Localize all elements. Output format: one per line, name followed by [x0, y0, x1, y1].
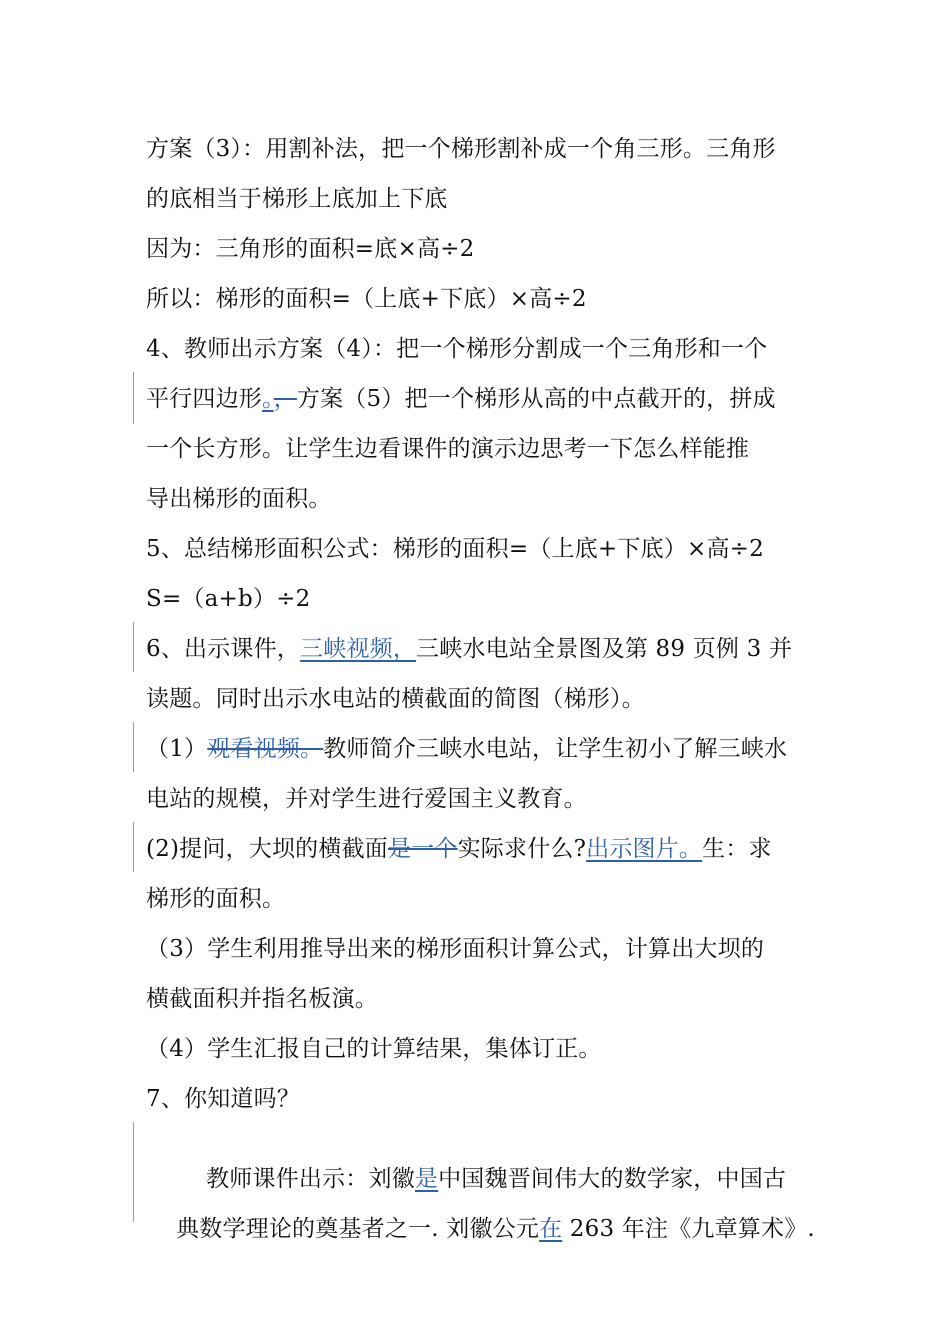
text-line: （3）学生利用推导出来的梯形面积计算公式，计算出大坝的 [146, 936, 765, 962]
text-line [146, 834, 772, 864]
text-run: 6、出示课件， [146, 636, 301, 662]
inserted-text: 是 [414, 1166, 439, 1192]
text-line: 5、总结梯形面积公式：梯形的面积=（上底+下底）×高÷2 [146, 536, 764, 562]
text-line: 方案（3）：用割补法，把一个梯形割补成一个角三形。三角形 [146, 136, 776, 162]
text-line: 一个长方形。让学生边看课件的演示边思考一下怎么样能推 [146, 436, 750, 462]
text-line: S=（a+b）÷2 [146, 586, 311, 612]
text-run: （1） [146, 736, 208, 762]
text-line: 横截面积并指名板演。 [146, 986, 378, 1012]
text-run: (2)提问，大坝的横截面 [146, 836, 388, 862]
deleted-text: ， [273, 386, 297, 412]
text-line [146, 634, 792, 664]
revision-bar [133, 822, 134, 872]
text-line: 读题。同时出示水电站的横截面的简图（梯形）。 [146, 686, 645, 712]
text-run: 三峡水电站全景图及第 89 页例 3 并 [416, 636, 793, 662]
text-line: 所以：梯形的面积=（上底+下底）×高÷2 [146, 286, 587, 312]
text-line: 梯形的面积。 [146, 886, 286, 912]
text-run: 中国魏晋间伟大的数学家，中国古 [438, 1166, 787, 1192]
text-line [146, 734, 787, 764]
text-run: 教师课件出示：刘徽 [176, 1166, 415, 1192]
text-run: 生：求 [702, 836, 772, 862]
inserted-text: 。 [262, 386, 274, 412]
inserted-text: 出示图片。 [586, 836, 703, 862]
text-run: 263 年注《九章算术》. [562, 1216, 815, 1242]
text-line [146, 384, 776, 414]
deleted-text: 是一个 [387, 836, 458, 862]
text-run: 平行四边形 [146, 386, 262, 412]
text-line: （4）学生汇报自己的计算结果，集体订正。 [146, 1036, 602, 1062]
deleted-text: 观看视频。 [207, 736, 324, 762]
text-run: 教师简介三峡水电站，让学生初小了解三峡水 [323, 736, 788, 762]
text-line: 4、教师出示方案（4）：把一个梯形分割成一个三角形和一个 [146, 336, 768, 362]
text-line: 电站的规模，并对学生进行爱国主义教育。 [146, 786, 587, 812]
inserted-text: 三峡视频， [300, 636, 417, 662]
text-line: 7、你知道吗？ [146, 1086, 301, 1112]
revision-bar [133, 372, 134, 424]
revision-bar [133, 1122, 134, 1222]
text-line: 导出梯形的面积。 [146, 486, 332, 512]
text-run: 方案（5）把一个梯形从高的中点截开的，拼成 [296, 386, 776, 412]
revision-bar [133, 722, 134, 772]
text-line [146, 1184, 815, 1274]
text-run: 典数学理论的奠基者之一. 刘徽公元 [176, 1216, 540, 1242]
revision-bar [133, 622, 134, 672]
text-line: 因为：三角形的面积=底×高÷2 [146, 236, 475, 262]
text-run: 实际求什么? [457, 836, 587, 862]
inserted-text: 在 [539, 1216, 563, 1242]
text-line: 的底相当于梯形上底加上下底 [146, 186, 448, 212]
